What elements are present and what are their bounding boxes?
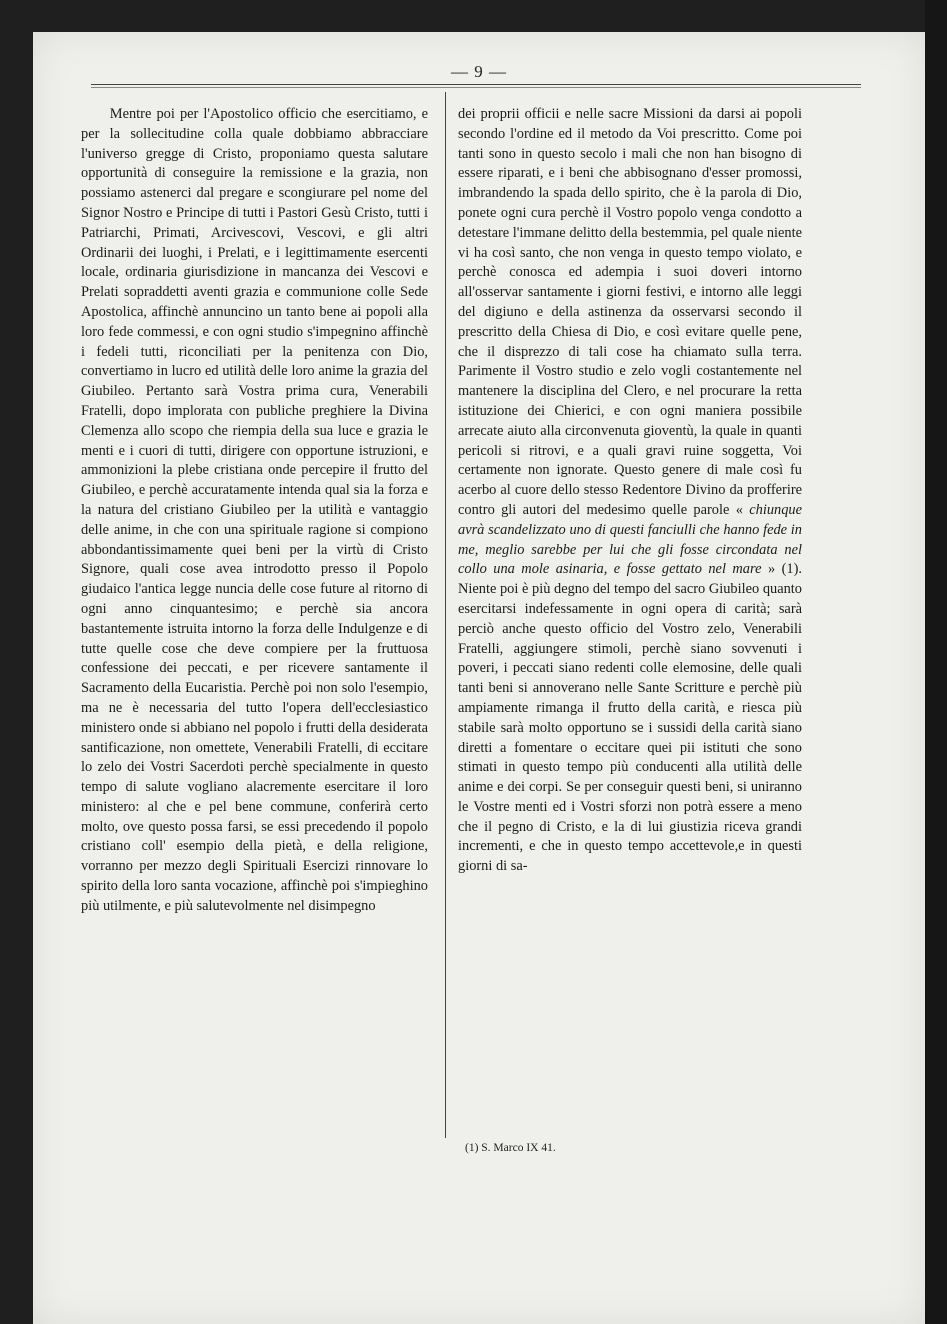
left-column: [81, 105, 428, 917]
column-divider: [445, 92, 446, 1138]
page-number-header: — 9 —: [451, 62, 507, 81]
scan-border: [925, 0, 947, 1324]
footnote: (1) S. Marco IX 41.: [465, 1142, 556, 1154]
right-text-after-quote: (1). Niente poi è più degno del tempo del sacro Giubileo quanto esercitarsi indefessamente in ogni opera di carità; sarà perciò anche questo officio del Vostro zelo, Venerabili Fratelli, aggiungere stimoli, perchè siano sovvenuti i poveri, i peccati siano redenti colle elemosine, delle quali tanti beni si annoverano nelle Sante Scritture e perchè più ampiamente rimanga il frutto della carità, e riesca più stabile sarà molto opportuno se i sussidi della carità siano diretti a fomentare o eccitare quei pii istituti che sono stimati in questo tempo più conducenti alla utilità delle anime e dei corpi. Se per conseguir questi beni, si uniranno le Vostre menti ed i Vostri sforzi non potrà essere a meno che il pegno di Cristo, e la di lui giustizia riceva grandi incrementi, e che in questo tempo accettevole,e in questi giorni di sa-: [458, 561, 802, 875]
right-column: [458, 105, 802, 877]
scripture-quote: chiunque avrà scandelizzato uno di questi fanciulli che hanno fede in me, meglio sarebbe per lui che gli fosse circondata nel collo una mole asinaria, e fosse gettato nel mare: [458, 501, 802, 578]
document-page: [33, 32, 925, 1324]
header-rule: [91, 84, 861, 85]
right-text-before-quote: dei proprii officii e nelle sacre Missioni da darsi ai popoli secondo l'ordine ed il metodo da Voi prescritto. Come poi tanti sono in questo secolo i mali che non han bisogno di essere riparati, e i beni che abbisognano d'esser promossi, imbrandendo la spada dello spirito, che è la parola di Dio, ponete ogni cura perchè il Vostro popolo venga condotto a detestare l'immane delitto della bestemmia, pel quale niente vi ha così santo, che non venga in questo tempo violato, e perchè conosca ed adempia i suoi doveri intorno all'osservar santamente i giorni festivi, e intorno alle leggi del digiuno e della astinenza da osservarsi secondo il prescritto della Chiesa di Dio, e così evitare quelle pene, che il disprezzo di tali cose ha chiamato sulla terra. Parimente il Vostro studio e zelo vogli costantemente nel mantenere la disciplina del Clero, e nel procurare la retta istituzione dei Chierici, e con ogni maniera possibile arrecate aiuto alla circonvenuta gioventù, la quale in quanti pericoli si ritrovi, e a quali gravi ruine soggetta, Voi certamente non ignorate. Questo genere di male così fu acerbo al cuore dello stesso Redentore Divino da profferire contro gli autori del medesimo quelle parole «: [458, 106, 802, 518]
header-rule-secondary: [91, 87, 861, 88]
left-column-text: Mentre poi per l'Apostolico officio che esercitiamo, e per la sollecitudine colla quale dobbiamo abbracciare l'universo gregge di Cristo, proponiamo questa salutare opportunità di conseguire la remissione e la grazia, non possiamo astenerci dal pregare e scongiurare pel nome del Signor Nostro e Principe di tutti i Pastori Gesù Cristo, tutti i Patriarchi, Primati, Arcivescovi, Vescovi, e gli altri Ordinarii dei luoghi, i Prelati, e i legittimamente esercenti locale, ordinaria giurisdizione in mancanza dei Vescovi e Prelati sopraddetti aventi grazia e communione colle Sede Apostolica, affinchè annuncino un tanto bene ai popoli alla loro fede commessi, e con ogni studio s'impegnino affinchè i fedeli tutti, riconciliati per la penitenza con Dio, convertiamo in lucro ed utilità delle loro anime la grazia del Giubileo. Pertanto sarà Vostra prima cura, Venerabili Fratelli, dopo implorata con publiche preghiere la Divina Clemenza allo scopo che riempia della sua luce e grazia le menti e i cuori di tutti, dirigere con opportune istruzioni, e ammonizioni la plebe cristiana onde percepire il frutto del Giubileo, e perchè accuratamente intenda qual sia la forza e la natura del cristiano Giubileo per la utilità e vantaggio delle anime, in che con una spirituale ragione si compiono abbondantissimamente quei beni per la virtù di Cristo Signore, quali cose avea introdotto presso il Popolo giudaico l'antica legge nuncia delle cose future al ritorno di ogni anno cinquantesimo; e perchè sia ancora bastantemente istruita intorno la forza delle Indulgenze e di tutte quelle cose che deve compiere per la fruttuosa confessione dei peccati, e per ricevere santamente il Sacramento della Eucaristia. Perchè poi non solo l'esempio, ma ne è necessaria del tutto l'opera dell'ecclesiastico ministero onde si abbiano nel popolo i frutti della desiderata santificazione, non omettete, Venerabili Fratelli, di eccitare lo zelo dei Vostri Sacerdoti perchè specialmente in questo tempo di salute vogliano alacremente esercitare il loro ministero: al che e pel bene commune, conferirà certo molto, ove questo possa farsi, se essi precedendo il popolo cristiano coll' esempio della pietà, e della religione, vorranno per mezzo degli Spirituali Esercizi rinnovare lo spirito della loro santa vocazione, affinchè poi s'impieghino più utilmente, e più salutevolmente nel disimpegno: [81, 106, 428, 914]
right-column-text: dei proprii officii e nelle sacre Missioni da darsi ai popoli secondo l'ordine ed il metodo da Voi prescritto. Come poi tanti sono in questo secolo i mali che non han bisogno di essere riparati, e i beni che abbisognano d'esser promossi, imbrandendo la spada dello spirito, che è la parola di Dio, ponete ogni cura perchè il Vostro popolo venga condotto a detestare l'immane delitto della bestemmia, pel quale niente vi ha così santo, che non venga in questo tempo violato, e perchè conosca ed adempia i suoi doveri intorno all'osservar santamente i giorni festivi, e intorno alle leggi del digiuno e della astinenza da osservarsi secondo il prescritto della Chiesa di Dio, e così evitare quelle pene, che il disprezzo di tali cose ha chiamato sulla terra. Parimente il Vostro studio e zelo vogli costantemente nel mantenere la disciplina del Clero, e nel procurare la retta istituzione dei Chierici, e con ogni maniera possibile arrecate aiuto alla circonvenuta gioventù, la quale in quanti pericoli si ritrovi, e a quali gravi ruine soggetta, Voi certamente non ignorate. Questo genere di male così fu acerbo al cuore dello stesso Redentore Divino da profferire contro gli autori del medesimo quelle parole « chiunque avrà scandelizzato uno di questi fanciulli che hanno fede in me, meglio sarebbe per lui che gli fosse circondata nel collo una mole asinaria, e fosse gettato nel mare » (1). Niente poi è più degno del tempo del sacro Giubileo quanto esercitarsi indefessamente in ogni opera di carità; sarà perciò anche questo officio del Vostro zelo, Venerabili Fratelli, aggiungere stimoli, perchè siano sovvenuti i poveri, i peccati siano redenti colle elemosine, delle quali tanti beni si annoverano nelle Sante Scritture e perchè più ampiamente rimanga il frutto della carità, e riesca più stabile sarà molto opportuno se i sussidi della carità siano diretti a fomentare o eccitare quei pii istituti che sono stimati in questo tempo più conducenti alla utilità delle anime e dei corpi. Se per conseguir questi beni, si uniranno le Vostre menti ed i Vostri sforzi non potrà essere a meno che il pegno di Cristo, e la di lui giustizia riceva grandi incrementi, e che in questo tempo accettevole,e in questi giorni di sa-: [458, 106, 802, 875]
